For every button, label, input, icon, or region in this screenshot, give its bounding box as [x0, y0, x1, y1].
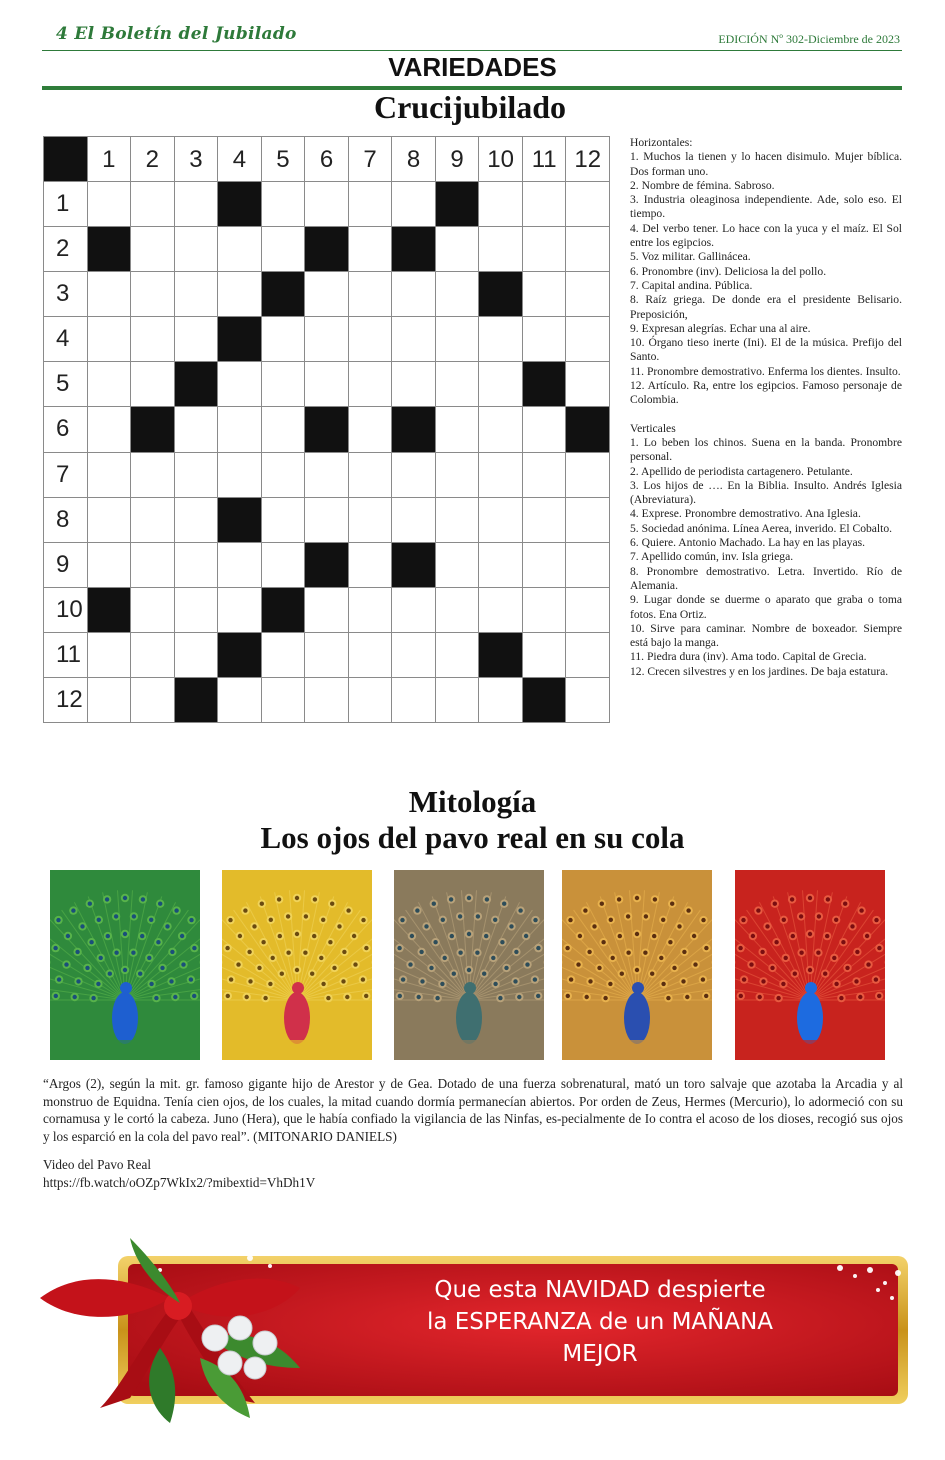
clue-v-4: 4. Exprese. Pronombre demostrativo. Ana Iglesia.: [630, 507, 861, 521]
black-cell: [131, 407, 175, 452]
answer-cell[interactable]: [479, 362, 523, 407]
answer-cell[interactable]: [349, 678, 393, 723]
answer-cell[interactable]: [523, 543, 567, 588]
column-label: 4: [218, 137, 262, 182]
answer-cell[interactable]: [479, 453, 523, 498]
peacock-gold-photo: [222, 870, 372, 1060]
answer-cell[interactable]: [305, 678, 349, 723]
peacock-gallery: [50, 870, 895, 1062]
answer-cell[interactable]: [218, 678, 262, 723]
answer-cell[interactable]: [262, 362, 306, 407]
answer-cell[interactable]: [479, 407, 523, 452]
answer-cell[interactable]: [523, 317, 567, 362]
answer-cell[interactable]: [523, 272, 567, 317]
black-cell: [392, 543, 436, 588]
answer-cell[interactable]: [175, 407, 219, 452]
column-label: 3: [175, 137, 219, 182]
answer-cell[interactable]: [175, 182, 219, 227]
answer-cell[interactable]: [392, 453, 436, 498]
column-label: 1: [88, 137, 132, 182]
row-label: 3: [44, 272, 88, 317]
answer-cell[interactable]: [88, 498, 132, 543]
clue-v-10: 10. Sirve para caminar. Nombre de boxeador. Siempre está bajo la manga.: [630, 621, 902, 650]
answer-cell[interactable]: [349, 182, 393, 227]
column-label: 6: [305, 137, 349, 182]
answer-cell[interactable]: [262, 543, 306, 588]
banner-line2: la ESPERANZA de un MAÑANA: [426, 1309, 774, 1335]
answer-cell[interactable]: [175, 317, 219, 362]
column-label: 7: [349, 137, 393, 182]
answer-cell[interactable]: [479, 182, 523, 227]
video-label: Video del Pavo Real: [43, 1157, 151, 1172]
clue-v-7: 7. Apellido común, inv. Isla griega.: [630, 550, 794, 564]
mythology-paragraph: “Argos (2), según la mit. gr. famoso gigante hijo de Arestor y de Gea. Dotado de una fuerza sobrenatural, mató un toro salvaje que azotaba la Arcadia y al monstruo de Equidna. Tenía cien ojos, de los cuales, la mitad cuando dormía permanecían abiertos. Por orden de Zeus, Hermes (Mercurio), lo adormeció con su cornamusa y le cortó la cabeza. Juno (Hera), que le había confiado la vigilancia de las Ninfas, es-pecialmente de Io contra el acoso de los dioses, recogió sus ojos y los esparció en la cola del pavo real”. (MITONARIO DANIELS): [43, 1076, 903, 1144]
clue-v-5: 5. Sociedad anónima. Línea Aerea, inverido. El Cobalto.: [630, 521, 893, 535]
corner-cell: [44, 137, 88, 182]
black-cell: [175, 362, 219, 407]
answer-cell[interactable]: [349, 362, 393, 407]
black-cell: [88, 588, 132, 633]
answer-cell[interactable]: [88, 182, 132, 227]
video-block: [43, 1156, 315, 1191]
answer-cell[interactable]: [175, 498, 219, 543]
clue-h-10: 10. Órgano tieso inerte (Ini). El de la música. Prefijo del Santo.: [630, 336, 902, 364]
answer-cell[interactable]: [305, 453, 349, 498]
answer-cell[interactable]: [479, 588, 523, 633]
black-cell: [479, 633, 523, 678]
answer-cell[interactable]: [262, 317, 306, 362]
peacock-green-photo: [50, 870, 200, 1060]
answer-cell[interactable]: [436, 588, 480, 633]
answer-cell[interactable]: [392, 633, 436, 678]
row-label: 11: [44, 633, 88, 678]
row-label: 6: [44, 407, 88, 452]
publication-name: 4 El Boletín del Jubilado: [56, 24, 297, 44]
black-cell: [305, 227, 349, 272]
black-cell: [88, 227, 132, 272]
answer-cell[interactable]: [349, 272, 393, 317]
answer-cell[interactable]: [262, 498, 306, 543]
answer-cell[interactable]: [523, 633, 567, 678]
answer-cell[interactable]: [175, 543, 219, 588]
answer-cell[interactable]: [131, 227, 175, 272]
black-cell: [305, 543, 349, 588]
clue-h-4: 4. Del verbo tener. Lo hace con la yuca y el maíz. El Sol entre los egipcios.: [630, 221, 902, 250]
peacock-brown-photo: [394, 870, 544, 1060]
column-label: 12: [566, 137, 610, 182]
answer-cell[interactable]: [566, 678, 610, 723]
answer-cell[interactable]: [479, 543, 523, 588]
row-label: 4: [44, 317, 88, 362]
mythology-title-line2: Los ojos del pavo real en su cola: [260, 820, 685, 855]
black-cell: [566, 407, 610, 452]
column-label: 5: [262, 137, 306, 182]
row-label: 10: [44, 588, 88, 633]
row-label: 9: [44, 543, 88, 588]
answer-cell[interactable]: [131, 633, 175, 678]
answer-cell[interactable]: [305, 588, 349, 633]
black-cell: [523, 362, 567, 407]
black-cell: [479, 272, 523, 317]
black-cell: [305, 407, 349, 452]
answer-cell[interactable]: [131, 453, 175, 498]
black-cell: [523, 678, 567, 723]
answer-cell[interactable]: [175, 633, 219, 678]
answer-cell[interactable]: [218, 453, 262, 498]
answer-cell[interactable]: [566, 453, 610, 498]
answer-cell[interactable]: [262, 453, 306, 498]
clue-h-8: 8. Raíz griega. De donde era el presidente Belisario. Preposición,: [630, 293, 902, 321]
black-cell: [436, 182, 480, 227]
answer-cell[interactable]: [131, 272, 175, 317]
column-label: 11: [523, 137, 567, 182]
answer-cell[interactable]: [523, 588, 567, 633]
answer-cell[interactable]: [218, 272, 262, 317]
answer-cell[interactable]: [392, 678, 436, 723]
answer-cell[interactable]: [305, 362, 349, 407]
black-cell: [218, 182, 262, 227]
answer-cell[interactable]: [131, 317, 175, 362]
answer-cell[interactable]: [88, 317, 132, 362]
answer-cell[interactable]: [88, 678, 132, 723]
answer-cell[interactable]: [131, 543, 175, 588]
black-cell: [218, 317, 262, 362]
answer-cell[interactable]: [262, 407, 306, 452]
row-label: 12: [44, 678, 88, 723]
row-label: 7: [44, 453, 88, 498]
answer-cell[interactable]: [131, 498, 175, 543]
answer-cell[interactable]: [349, 227, 393, 272]
answer-cell[interactable]: [392, 272, 436, 317]
answer-cell[interactable]: [88, 543, 132, 588]
answer-cell[interactable]: [436, 543, 480, 588]
black-cell: [218, 633, 262, 678]
answer-cell[interactable]: [436, 678, 480, 723]
answer-cell[interactable]: [566, 498, 610, 543]
answer-cell[interactable]: [523, 407, 567, 452]
answer-cell[interactable]: [262, 182, 306, 227]
clue-v-11: 11. Piedra dura (inv). Ama todo. Capital de Grecia.: [630, 650, 867, 664]
answer-cell[interactable]: [436, 633, 480, 678]
answer-cell[interactable]: [392, 498, 436, 543]
answer-cell[interactable]: [175, 272, 219, 317]
row-label: 8: [44, 498, 88, 543]
clue-h-9: 9. Expresan alegrías. Echar una al aire.: [630, 321, 811, 335]
peacock-orange-photo: [562, 870, 712, 1060]
answer-cell[interactable]: [566, 227, 610, 272]
answer-cell[interactable]: [175, 588, 219, 633]
row-label: 5: [44, 362, 88, 407]
answer-cell[interactable]: [566, 588, 610, 633]
answer-cell[interactable]: [566, 272, 610, 317]
black-cell: [262, 272, 306, 317]
clue-h-3: 3. Industria oleaginosa independiente. Ade, solo eso. El tiempo.: [630, 193, 902, 221]
answer-cell[interactable]: [218, 362, 262, 407]
answer-cell[interactable]: [436, 317, 480, 362]
answer-cell[interactable]: [305, 633, 349, 678]
banner-line3: MEJOR: [562, 1341, 638, 1367]
black-cell: [392, 407, 436, 452]
crossword-grid: [43, 136, 610, 723]
horizontal-heading: Horizontales:: [630, 136, 693, 149]
answer-cell[interactable]: [88, 407, 132, 452]
clue-v-3: 3. Los hijos de …. En la Biblia. Insulto. Andrés Iglesia (Abreviatura).: [630, 478, 902, 507]
crossword-clues: [630, 136, 902, 679]
section-title: VARIEDADES: [388, 52, 557, 82]
clue-h-12: 12. Artículo. Ra, entre los egipcios. Famoso personaje de Colombia.: [630, 379, 902, 407]
row-label: 1: [44, 182, 88, 227]
column-label: 10: [479, 137, 523, 182]
answer-cell[interactable]: [523, 227, 567, 272]
black-cell: [262, 588, 306, 633]
answer-cell[interactable]: [436, 227, 480, 272]
answer-cell[interactable]: [305, 272, 349, 317]
answer-cell[interactable]: [349, 633, 393, 678]
answer-cell[interactable]: [349, 588, 393, 633]
answer-cell[interactable]: [131, 362, 175, 407]
answer-cell[interactable]: [88, 453, 132, 498]
answer-cell[interactable]: [436, 362, 480, 407]
clue-v-1: 1. Lo beben los chinos. Suena en la banda. Pronombre personal.: [630, 435, 902, 464]
answer-cell[interactable]: [175, 227, 219, 272]
answer-cell[interactable]: [436, 453, 480, 498]
answer-cell[interactable]: [479, 227, 523, 272]
row-label: 2: [44, 227, 88, 272]
clue-v-9: 9. Lugar donde se duerme o aparato que graba o toma fotos. Ena Ortiz.: [630, 593, 902, 621]
clue-v-6: 6. Quiere. Antonio Machado. La hay en las playas.: [630, 536, 866, 550]
clue-v-12: 12. Crecen silvestres y en los jardines. De baja estatura.: [630, 664, 889, 678]
black-cell: [175, 678, 219, 723]
clue-h-2: 2. Nombre de fémina. Sabroso.: [630, 178, 775, 192]
mythology-title-line1: Mitología: [408, 784, 537, 819]
column-label: 8: [392, 137, 436, 182]
answer-cell[interactable]: [349, 543, 393, 588]
header-divider: [42, 50, 902, 51]
answer-cell[interactable]: [218, 227, 262, 272]
clue-v-8: 8. Pronombre demostrativo. Letra. Invertido. Río de Alemania.: [630, 564, 902, 592]
video-link[interactable]: https://fb.watch/oOZp7WkIx2/?mibextid=VhDh1V: [43, 1174, 316, 1190]
black-cell: [392, 227, 436, 272]
answer-cell[interactable]: [131, 588, 175, 633]
clue-h-6: 6. Pronombre (inv). Deliciosa la del pollo.: [630, 264, 827, 278]
banner-message: [390, 1274, 810, 1370]
answer-cell[interactable]: [566, 182, 610, 227]
answer-cell[interactable]: [262, 227, 306, 272]
answer-cell[interactable]: [349, 407, 393, 452]
answer-cell[interactable]: [523, 498, 567, 543]
mythology-title: [0, 784, 945, 856]
crossword-title: Crucijubilado: [373, 89, 567, 125]
answer-cell[interactable]: [88, 633, 132, 678]
answer-cell[interactable]: [436, 407, 480, 452]
answer-cell[interactable]: [88, 362, 132, 407]
answer-cell[interactable]: [218, 543, 262, 588]
edition-label: EDICIÓN Nº 302-Diciembre de 2023: [718, 32, 900, 46]
answer-cell[interactable]: [349, 317, 393, 362]
answer-cell[interactable]: [566, 362, 610, 407]
answer-cell[interactable]: [131, 678, 175, 723]
answer-cell[interactable]: [218, 407, 262, 452]
vertical-heading: Verticales: [630, 421, 676, 435]
peacock-red-photo: [735, 870, 885, 1060]
answer-cell[interactable]: [392, 182, 436, 227]
answer-cell[interactable]: [262, 678, 306, 723]
answer-cell[interactable]: [88, 272, 132, 317]
answer-cell[interactable]: [523, 453, 567, 498]
answer-cell[interactable]: [305, 498, 349, 543]
clue-h-1: 1. Muchos la tienen y lo hacen disimulo. Mujer bíblica. Dos forman uno.: [630, 150, 902, 178]
answer-cell[interactable]: [436, 498, 480, 543]
answer-cell[interactable]: [392, 317, 436, 362]
answer-cell[interactable]: [523, 182, 567, 227]
answer-cell[interactable]: [349, 498, 393, 543]
answer-cell[interactable]: [262, 633, 306, 678]
answer-cell[interactable]: [566, 633, 610, 678]
answer-cell[interactable]: [349, 453, 393, 498]
clue-v-2: 2. Apellido de periodista cartagenero. Petulante.: [630, 464, 853, 478]
answer-cell[interactable]: [566, 317, 610, 362]
answer-cell[interactable]: [175, 453, 219, 498]
clue-h-5: 5. Voz militar. Gallinácea.: [630, 250, 751, 264]
answer-cell[interactable]: [305, 317, 349, 362]
column-label: 2: [131, 137, 175, 182]
answer-cell[interactable]: [131, 182, 175, 227]
answer-cell[interactable]: [566, 543, 610, 588]
column-label: 9: [436, 137, 480, 182]
answer-cell[interactable]: [392, 588, 436, 633]
banner-line1: Que esta NAVIDAD despierte: [434, 1277, 766, 1303]
black-cell: [218, 498, 262, 543]
answer-cell[interactable]: [479, 498, 523, 543]
answer-cell[interactable]: [305, 182, 349, 227]
clue-h-7: 7. Capital andina. Pública.: [630, 278, 753, 292]
answer-cell[interactable]: [479, 317, 523, 362]
answer-cell[interactable]: [436, 272, 480, 317]
answer-cell[interactable]: [479, 678, 523, 723]
clue-h-11: 11. Pronombre demostrativo. Enferma los dientes. Insulto.: [630, 364, 901, 378]
answer-cell[interactable]: [392, 362, 436, 407]
answer-cell[interactable]: [218, 588, 262, 633]
